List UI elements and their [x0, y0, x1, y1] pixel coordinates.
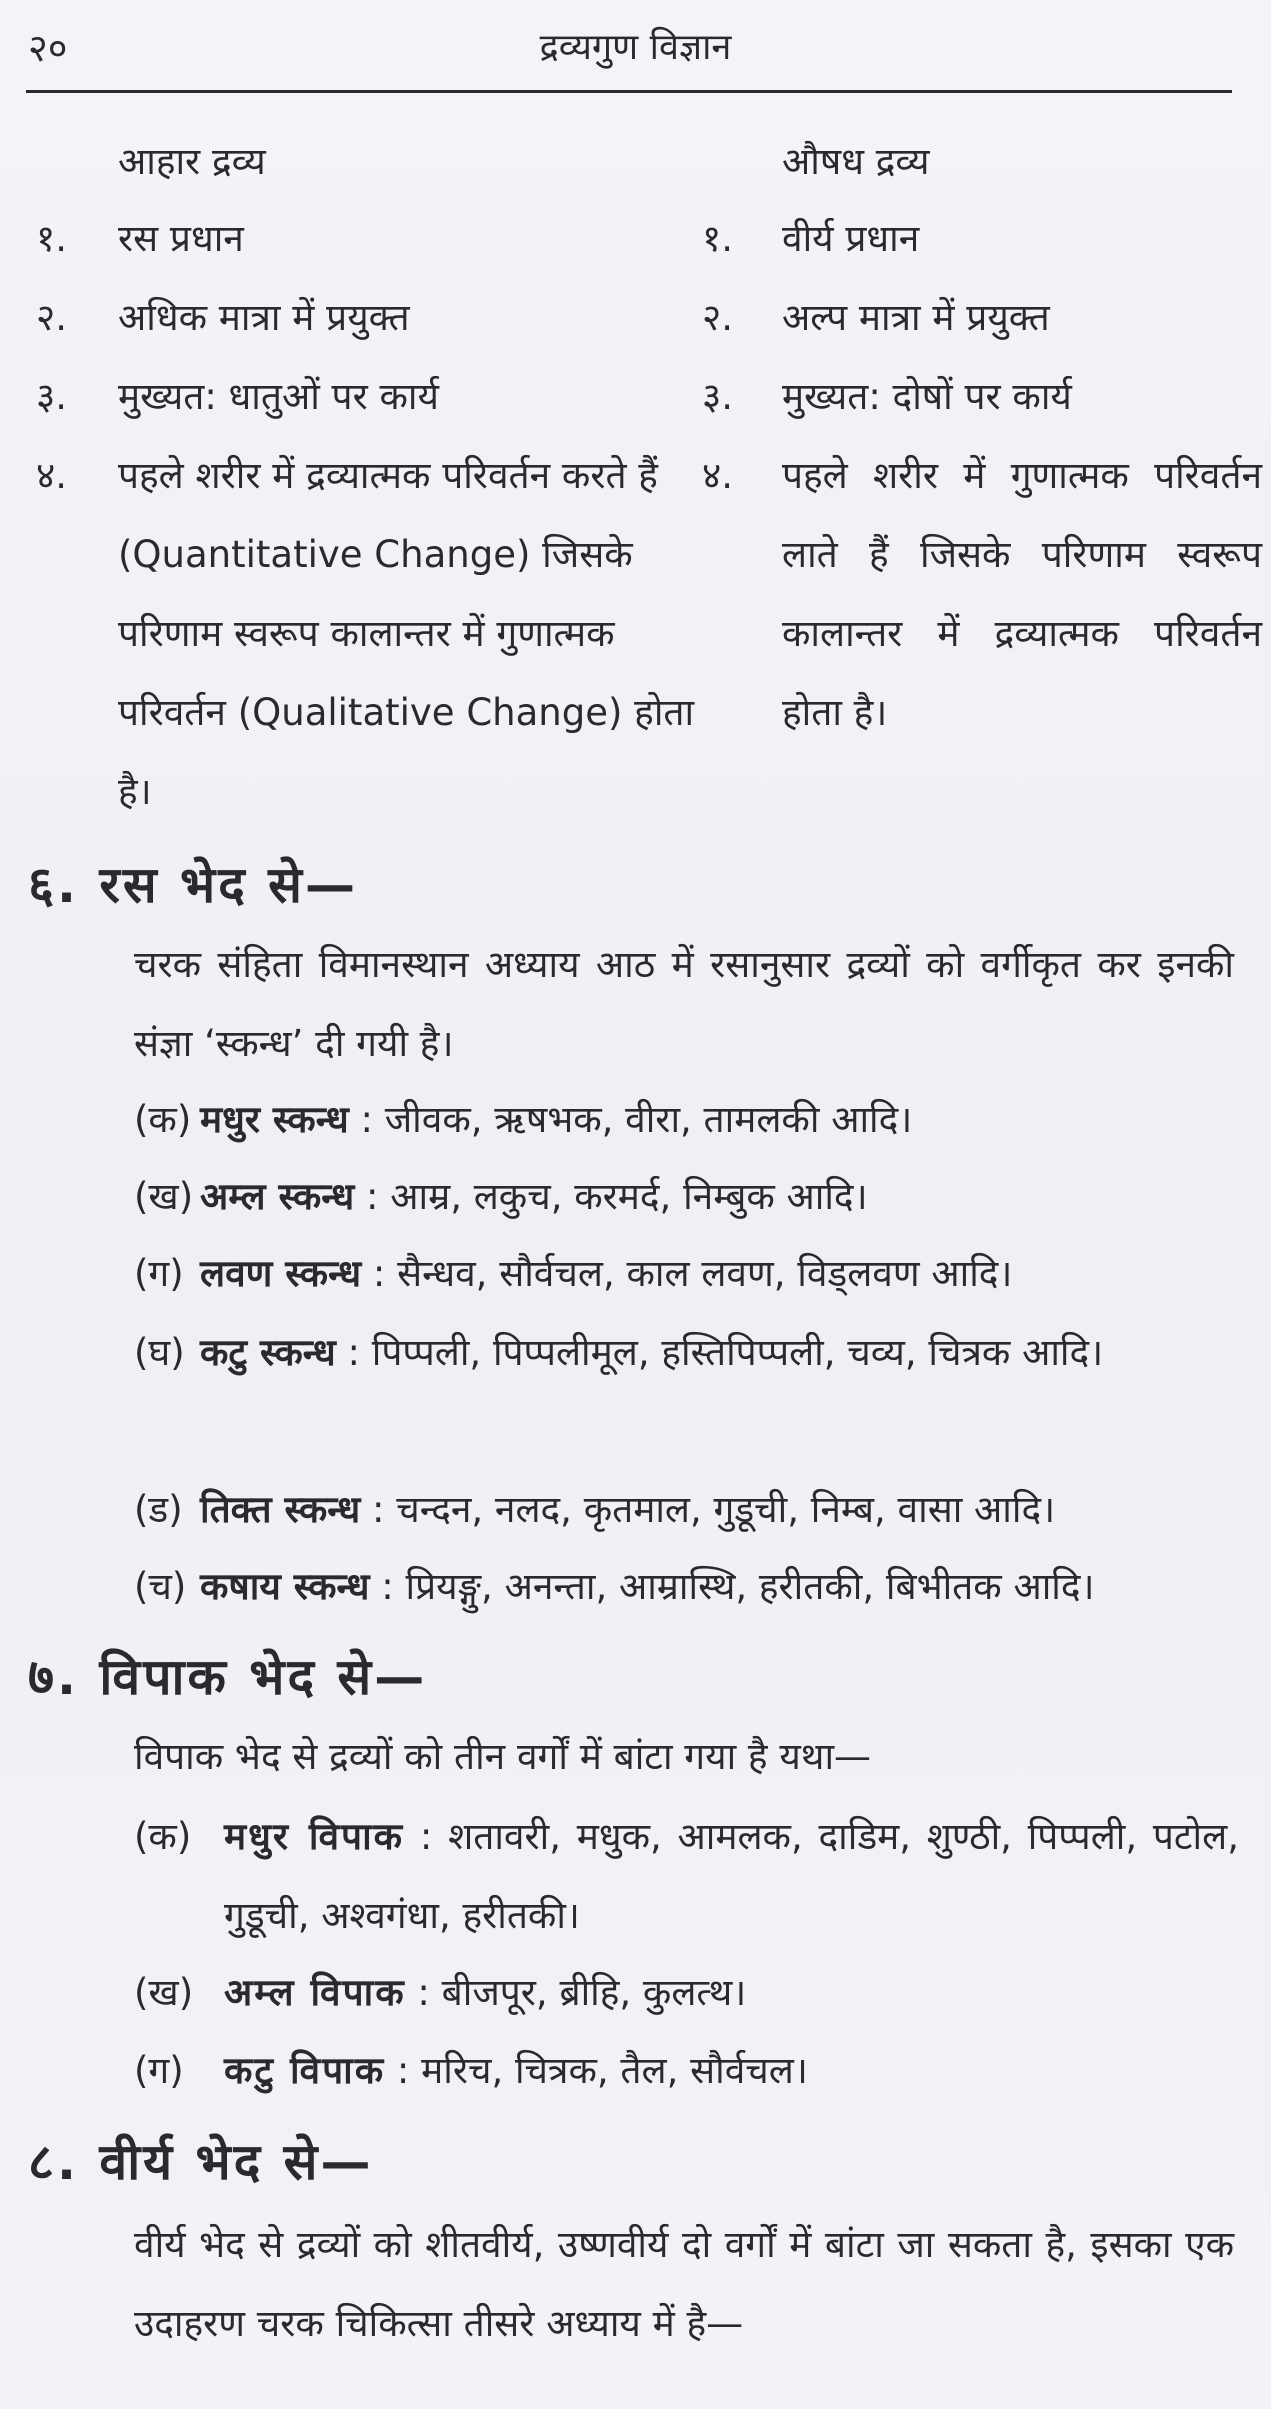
item-label: (ख): [134, 1175, 194, 1218]
item-name: लवण स्कन्ध: [200, 1252, 362, 1295]
list-item: [134, 1080, 1239, 1159]
item-text: : बीजपूर, ब्रीहि, कुलत्थ।: [405, 1971, 747, 2014]
item-body: [224, 1797, 1239, 1955]
item-text: : मरिच, चित्रक, तैल, सौर्वचल।: [385, 2049, 808, 2092]
comparison-right-column: [702, 125, 1262, 752]
item-body: [200, 1157, 1239, 1236]
column-heading-medicine: औषध द्रव्य: [782, 140, 930, 183]
comparison-point: [36, 436, 716, 831]
item-text: : प्रियङ्गु, अनन्ता, आम्रास्थि, हरीतकी, बिभीतक आदि।: [369, 1565, 1095, 1608]
point-text: अधिक मात्रा में प्रयुक्त: [118, 296, 410, 339]
comparison-left-column: [36, 125, 716, 831]
comparison-point: [702, 278, 1262, 357]
item-text: : सैन्धव, सौर्वचल, काल लवण, विड्लवण आदि।: [361, 1252, 1013, 1295]
header-rule: [26, 90, 1232, 93]
item-text: : आम्र, लकुच, करमर्द, निम्बुक आदि।: [354, 1175, 868, 1218]
comparison-point: [702, 357, 1262, 436]
point-text: पहले शरीर में गुणात्मक परिवर्तन लाते हैं जिसके परिणाम स्वरूप कालान्तर में द्रव्यात्मक परिवर्तन होता है।: [782, 454, 1262, 734]
item-label: (ड): [134, 1488, 183, 1531]
list-item: [134, 1234, 1239, 1313]
point-text: मुख्यत: धातुओं पर कार्य: [118, 375, 439, 418]
list-item: [134, 1547, 1239, 1626]
item-body: [200, 1470, 1239, 1549]
item-label: (घ): [134, 1331, 185, 1374]
item-name: कटु विपाक: [224, 2049, 386, 2092]
item-body: [200, 1313, 1239, 1392]
comparison-point: [36, 199, 716, 278]
page-number: २०: [28, 26, 68, 70]
item-label: (ग): [134, 2049, 184, 2092]
item-name: कटु स्कन्ध: [200, 1331, 336, 1374]
comparison-point: [36, 278, 716, 357]
section-intro: विपाक भेद से द्रव्यों को तीन वर्गों में बांटा गया है यथा—: [134, 1735, 872, 1778]
running-title: द्रव्यगुण विज्ञान: [539, 27, 732, 68]
item-name: अम्ल स्कन्ध: [200, 1175, 355, 1218]
list-item: [134, 1797, 1239, 1955]
comparison-point: [702, 199, 1262, 278]
list-item: [134, 1313, 1239, 1392]
comparison-point: [702, 436, 1262, 752]
point-number: १.: [702, 217, 734, 260]
item-label: (क): [134, 1098, 192, 1141]
item-body: [200, 1547, 1239, 1626]
item-name: मधुर विपाक: [224, 1815, 405, 1858]
section-heading-virya: ८. वीर्य भेद से—: [28, 2133, 374, 2191]
section-heading-rasa: ६. रस भेद से—: [28, 856, 358, 914]
point-number: ३.: [36, 375, 68, 418]
item-body: [224, 1953, 1239, 2032]
point-number: ४.: [36, 454, 68, 497]
section-intro: वीर्य भेद से द्रव्यों को शीतवीर्य, उष्णवीर्य दो वर्गों में बांटा जा सकता है, इसका एक उदाहरण चरक चिकित्सा तीसरे अध्याय में है—: [134, 2223, 1234, 2345]
item-body: [200, 1080, 1239, 1159]
list-item: [134, 1470, 1239, 1549]
point-number: २.: [702, 296, 734, 339]
item-name: मधुर स्कन्ध: [200, 1098, 349, 1141]
item-text: : जीवक, ऋषभक, वीरा, तामलकी आदि।: [348, 1098, 913, 1141]
item-name: कषाय स्कन्ध: [200, 1565, 370, 1608]
item-name: अम्ल विपाक: [224, 1971, 406, 2014]
point-text: मुख्यत: दोषों पर कार्य: [782, 375, 1072, 418]
point-text: पहले शरीर में द्रव्यात्मक परिवर्तन करते हैं (Quantitative Change) जिसके परिणाम स्वरूप कालान्तर में गुणात्मक परिवर्तन (Qualitative Change) होता है।: [118, 454, 695, 813]
item-body: [200, 1234, 1239, 1313]
section-heading-vipaka: ७. विपाक भेद से—: [28, 1648, 428, 1706]
point-text: वीर्य प्रधान: [782, 217, 920, 260]
list-item: [134, 1953, 1239, 2032]
item-label: (च): [134, 1565, 187, 1608]
comparison-point: [36, 357, 716, 436]
point-text: अल्प मात्रा में प्रयुक्त: [782, 296, 1050, 339]
point-number: २.: [36, 296, 68, 339]
list-item: [134, 1157, 1239, 1236]
item-label: (ख): [134, 1971, 194, 2014]
item-text: : पिप्पली, पिप्पलीमूल, हस्तिपिप्पली, चव्य, चित्रक आदि।: [335, 1331, 1104, 1374]
point-text: रस प्रधान: [118, 217, 244, 260]
item-body: [224, 2031, 1239, 2110]
point-number: ३.: [702, 375, 734, 418]
list-item: [134, 2031, 1239, 2110]
section-intro: चरक संहिता विमानस्थान अध्याय आठ में रसानुसार द्रव्यों को वर्गीकृत कर इनकी संज्ञा ‘स्कन्ध’ दी गयी है।: [134, 943, 1234, 1065]
item-name: तिक्त स्कन्ध: [200, 1488, 361, 1531]
point-number: ४.: [702, 454, 734, 497]
column-heading-food: आहार द्रव्य: [118, 140, 266, 183]
item-text: : चन्दन, नलद, कृतमाल, गुडूची, निम्ब, वासा आदि।: [360, 1488, 1056, 1531]
point-number: १.: [36, 217, 68, 260]
item-label: (क): [134, 1815, 192, 1858]
item-text: : शतावरी, मधुक, आमलक, दाडिम, शुण्ठी, पिप्पली, पटोल, गुडूची, अश्वगंधा, हरीतकी।: [224, 1815, 1239, 1937]
item-label: (ग): [134, 1252, 184, 1295]
